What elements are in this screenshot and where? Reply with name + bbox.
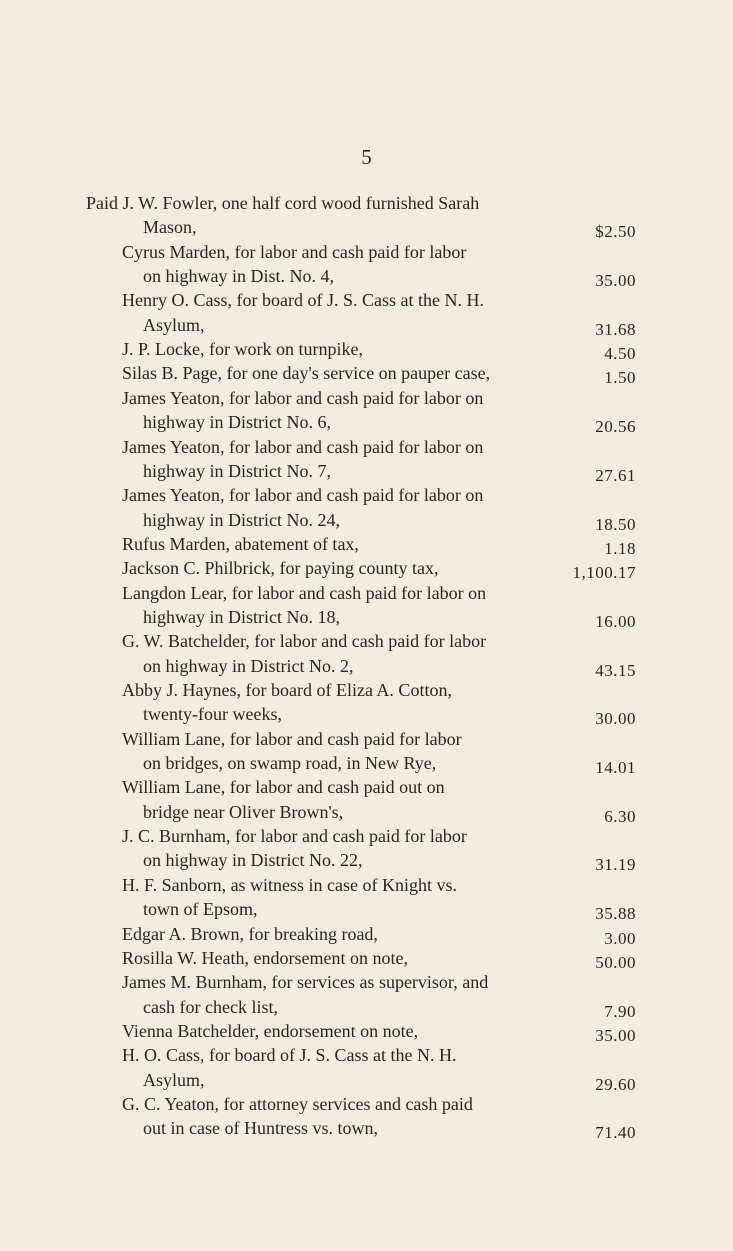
- entry-description: H. O. Cass, for board of J. S. Cass at the N. H.: [122, 1045, 457, 1066]
- entry-amount: 3.00: [604, 928, 636, 948]
- entry-amount: 1.50: [604, 368, 636, 388]
- entry-description: G. W. Batchelder, for labor and cash paid for labor: [122, 631, 487, 652]
- entry-description: James Yeaton, for labor and cash paid for labor on: [122, 436, 484, 457]
- entry-description: Langdon Lear, for labor and cash paid for labor on: [122, 582, 487, 603]
- entry-amount: 29.60: [595, 1074, 636, 1094]
- entry-amount: 7.90: [604, 1001, 636, 1021]
- entry-description-continued: bridge near Oliver Brown's,: [143, 801, 344, 822]
- entry-description: J. P. Locke, for work on turnpike,: [122, 339, 363, 360]
- entry-amount: 1,100.17: [572, 563, 636, 583]
- entry-description: James Yeaton, for labor and cash paid for labor on: [122, 485, 484, 506]
- entry-description-continued: on highway in District No. 22,: [143, 850, 363, 871]
- entry-description: James M. Burnham, for services as supervisor, and: [122, 972, 489, 993]
- entry-description: Paid J. W. Fowler, one half cord wood furnished Sarah: [86, 193, 480, 213]
- entry-amount: 20.56: [595, 417, 636, 437]
- entry-amount: 30.00: [595, 709, 636, 729]
- entry-amount: $2.50: [595, 222, 636, 242]
- entry-description: J. C. Burnham, for labor and cash paid for labor: [122, 826, 467, 847]
- entry-description-continued: Asylum,: [143, 1069, 205, 1090]
- entry-description: Rufus Marden, abatement of tax,: [122, 533, 359, 554]
- entry-description-continued: on highway in Dist. No. 4,: [143, 266, 334, 287]
- entry-description: H. F. Sanborn, as witness in case of Knight vs.: [122, 874, 458, 895]
- entry-description: Rosilla W. Heath, endorsement on note,: [122, 947, 408, 968]
- entry-description: Abby J. Haynes, for board of Eliza A. Cotton,: [122, 680, 452, 700]
- entry-amount: 16.00: [595, 611, 636, 631]
- entry-amount: 18.50: [595, 514, 636, 534]
- entry-description-continued: twenty-four weeks,: [143, 704, 282, 725]
- entry-amount: 27.61: [595, 465, 636, 485]
- entry-description-continued: highway in District No. 6,: [143, 412, 331, 433]
- entry-description-continued: on bridges, on swamp road, in New Rye,: [143, 753, 437, 774]
- entry-description-continued: cash for check list,: [143, 996, 278, 1017]
- entry-description: Henry O. Cass, for board of J. S. Cass at the N. H.: [122, 290, 484, 311]
- entry-amount: 31.68: [595, 319, 636, 339]
- entry-description-continued: highway in District No. 7,: [143, 460, 331, 481]
- entry-amount: 35.88: [595, 904, 636, 924]
- entry-description-continued: out in case of Huntress vs. town,: [143, 1118, 378, 1139]
- entry-amount: 6.30: [604, 806, 636, 826]
- entry-amount: 43.15: [595, 660, 636, 680]
- entry-description: James Yeaton, for labor and cash paid for labor on: [122, 387, 484, 408]
- entry-description: William Lane, for labor and cash paid for labor: [122, 728, 462, 749]
- entry-description: William Lane, for labor and cash paid out on: [122, 777, 445, 798]
- entry-description-continued: Asylum,: [143, 314, 205, 335]
- entry-amount: 4.50: [604, 344, 636, 364]
- entry-amount: 14.01: [595, 758, 636, 778]
- entry-description-continued: town of Epsom,: [143, 899, 258, 920]
- entry-description: G. C. Yeaton, for attorney services and cash paid: [122, 1093, 473, 1114]
- entry-description: Cyrus Marden, for labor and cash paid for labor: [122, 241, 467, 262]
- entry-description-continued: Mason,: [143, 217, 197, 238]
- entry-amount: 35.00: [595, 1025, 636, 1045]
- entry-amount: 50.00: [595, 952, 636, 972]
- entry-description: Jackson C. Philbrick, for paying county tax,: [122, 558, 439, 579]
- entry-description-continued: highway in District No. 24,: [143, 509, 340, 530]
- entry-description: Edgar A. Brown, for breaking road,: [122, 923, 378, 944]
- entry-amount: 71.40: [595, 1123, 636, 1143]
- entry-description-continued: highway in District No. 18,: [143, 606, 340, 627]
- entry-description-continued: on highway in District No. 2,: [143, 655, 354, 676]
- entry-amount: 35.00: [595, 271, 636, 291]
- entry-description: Silas B. Page, for one day's service on pauper case,: [122, 363, 491, 384]
- entry-amount: 1.18: [604, 538, 636, 558]
- entry-description: Vienna Batchelder, endorsement on note,: [122, 1020, 419, 1041]
- entry-amount: 31.19: [595, 855, 636, 875]
- page-number: 5: [361, 145, 372, 169]
